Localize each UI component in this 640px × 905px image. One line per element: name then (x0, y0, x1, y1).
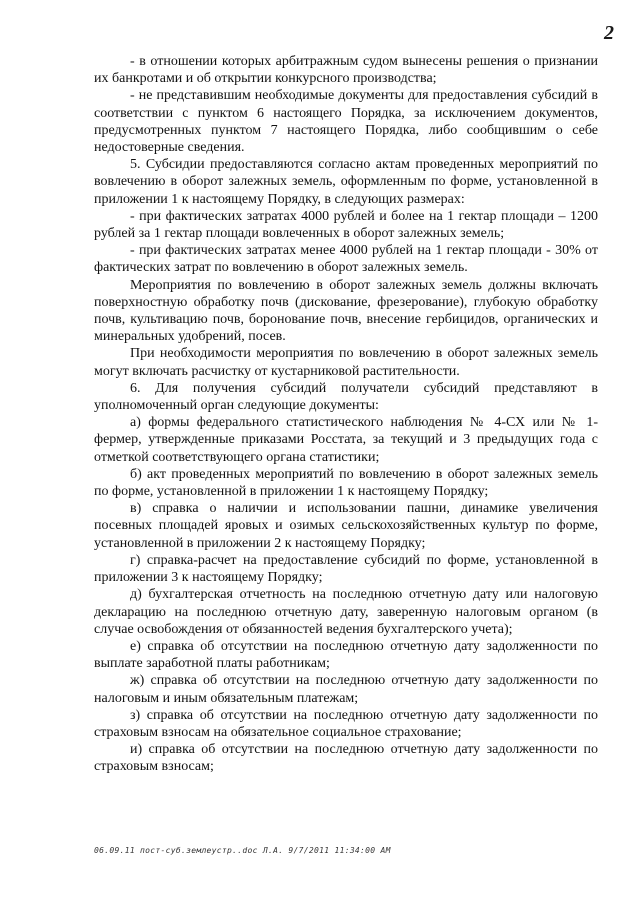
list-item-b: б) акт проведенных мероприятий по вовлечению в оборот залежных земель по форме, установленной в приложении 1 к настоящему Порядку; (94, 466, 598, 500)
list-item-d: д) бухгалтерская отчетность на последнюю отчетную дату или налоговую декларацию на последнюю отчетную дату, заверенную налоговым органом (в случае освобождения от обязанностей ведения бухгалтерского учета); (94, 587, 598, 637)
list-item-v: в) справка о наличии и использовании пашни, динамике увеличения посевных площадей яровых и озимых сельскохозяйственных культур по форме, установленной в приложении 2 к настоящему Порядку; (94, 501, 598, 551)
paragraph-section-5: 5. Субсидии предоставляются согласно актам проведенных мероприятий по вовлечению в оборот залежных земель, оформленным по форме, установленной в приложении 1 к настоящему Порядку, в следующих размерах: (94, 157, 598, 207)
document-body (94, 53, 598, 776)
paragraph-missing-documents: - не представившим необходимые документы для предоставления субсидий в соответствии с пунктом 6 настоящего Порядка, за исключением документов, предусмотренных пунктом 7 настоящего Порядка, либо сообщившим о себе недостоверные сведения. (94, 88, 598, 156)
list-item-g: г) справка-расчет на предоставление субсидий по форме, установленной в приложении 3 к настоящему Порядку; (94, 552, 598, 586)
paragraph-section-6: 6. Для получения субсидий получатели субсидий представляют в уполномоченный орган следующие документы: (94, 380, 598, 414)
list-item-zh: ж) справка об отсутствии на последнюю отчетную дату задолженности по налоговым и иным обязательным платежам; (94, 673, 598, 706)
list-item-a: а) формы федерального статистического наблюдения № 4-СХ или № 1-фермер, утвержденные приказами Росстата, за текущий и 3 предыдущих года с отметкой соответствующего органа статистики; (94, 415, 598, 465)
paragraph-bankruptcy: - в отношении которых арбитражным судом вынесены решения о признании их банкротами и об открытии конкурсного производства; (94, 54, 598, 87)
list-item-e: е) справка об отсутствии на последнюю отчетную дату задолженности по выплате заработной платы работникам; (94, 638, 598, 672)
paragraph-rate-4000-plus: - при фактических затратах 4000 рублей и более на 1 гектар площади – 1200 рублей за 1 гектар площади вовлеченных в оборот залежных земель; (94, 208, 598, 242)
paragraph-shrub-clearing: При необходимости мероприятия по вовлечению в оборот залежных земель могут включать расчистку от кустарниковой растительности. (94, 346, 598, 379)
paragraph-measures: Мероприятия по вовлечению в оборот залежных земель должны включать поверхностную обработку почв (дискование, фрезерование), глубокую обработку почв, культивацию почв, боронование почв, внесение гербицидов, органических и минеральных удобрений, посев. (94, 277, 598, 345)
document-footer: 06.09.11 пост-суб.землеустр..doc Л.А. 9/7/2011 11:34:00 AM (94, 846, 391, 855)
page-number: 2 (604, 22, 614, 44)
list-item-i: и) справка об отсутствии на последнюю отчетную дату задолженности по страховым взносам; (94, 742, 598, 775)
paragraph-rate-under-4000: - при фактических затратах менее 4000 рублей на 1 гектар площади - 30% от фактических затрат по вовлечению в оборот залежных земель. (94, 243, 598, 276)
list-item-z: з) справка об отсутствии на последнюю отчетную дату задолженности по страховым взносам на обязательное социальное страхование; (94, 707, 598, 740)
